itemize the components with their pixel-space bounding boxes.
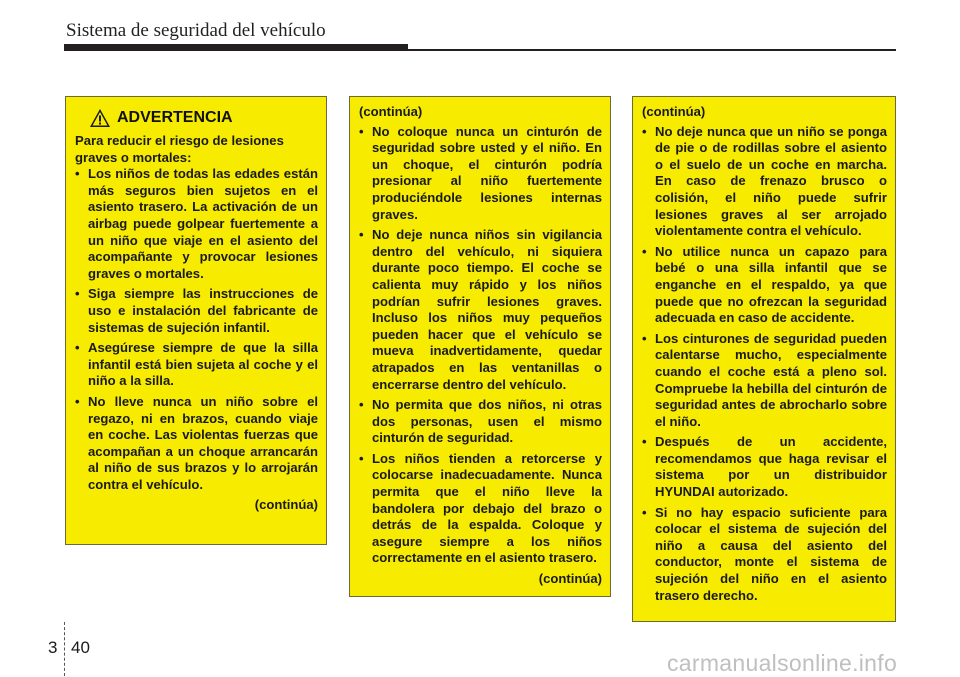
list-item: • Después de un accidente, recomendamos que haga revisar el sistema por un distribuidor HYUNDAI autorizado. [642, 434, 887, 500]
list-item: • Si no hay espacio suficiente para colocar el sistema de sujeción del niño a causa del asiento del conductor, monte el sistema de sujeción del niño en el asiento trasero derecho. [642, 504, 887, 603]
section-title: Sistema de seguridad del vehículo [66, 20, 326, 41]
page-number: 40 [71, 638, 90, 657]
list-item: • No deje nunca niños sin vigilancia dentro del vehículo, ni siquiera durante poco tiempo. El coche se calienta muy rápido y los niños podrían sufrir lesiones graves. Incluso los niños muy pequeños pueden hacer que el vehículo se mueva inadvertidamente, quedar atrapados en las ventanillas o encerrarse dentro del vehículo. [359, 227, 602, 392]
header-rule-thick [64, 44, 408, 51]
warning-heading [89, 108, 318, 128]
list-item: • No permita que dos niños, ni otras dos personas, usen el mismo cinturón de seguridad. [359, 397, 602, 446]
continued-label: (continúa) [359, 104, 423, 119]
list-item: • Siga siempre las instrucciones de uso e instalación del fabricante de sistemas de sujeción infantil. [75, 286, 318, 335]
chapter-number: 3 [48, 638, 58, 657]
list-item: • Los cinturones de seguridad pueden calentarse mucho, especialmente cuando el coche está a pleno sol. Compruebe la hebilla del cinturón de seguridad antes de abrocharlo sobre el niño. [642, 330, 887, 429]
list-item: • No lleve nunca un niño sobre el regazo, ni en brazos, cuando viaje en coche. Las violentas fuerzas que acompañan a un choque arrancarán al niño de sus brazos y lo arrojarán contra el vehículo. [75, 393, 318, 492]
continues-label: (continúa) [254, 497, 318, 513]
list-item: • No utilice nunca un capazo para bebé o una silla infantil que se enganche en el respaldo, ya que puede que no ofrezcan la seguridad adecuada en caso de accidente. [642, 243, 887, 326]
list-item: • No deje nunca que un niño se ponga de pie o de rodillas sobre el asiento o el suelo de un coche en marcha. En caso de frenazo brusco o colisión, el niño puede sufrir lesiones graves al ser arrojado violentamente contra el vehículo. [642, 123, 887, 239]
warning-box-2 [349, 96, 611, 597]
warning-list [75, 166, 318, 493]
warning-list [359, 124, 602, 567]
warning-triangle-icon [89, 108, 111, 128]
warning-box-3 [632, 96, 896, 622]
watermark: carmanualsonline.info [667, 650, 898, 676]
list-item: • No coloque nunca un cinturón de seguridad sobre usted y el niño. En un choque, el cinturón podría presionar al niño fuertemente produciéndole lesiones internas graves. [359, 123, 602, 222]
header-rule-thin [408, 49, 896, 51]
footer-divider [64, 622, 65, 676]
warning-title: ADVERTENCIA [117, 108, 233, 126]
warning-intro: Para reducir el riesgo de lesiones graves o mortales: [75, 133, 284, 165]
warning-list [642, 124, 887, 605]
warning-box-1 [65, 96, 327, 545]
list-item: • Los niños tienden a retorcerse y colocarse inadecuadamente. Nunca permita que el niño lleve la bandolera por debajo del brazo o detrás de la espalda. Coloque y asegure siempre a los niños correctamente en el asiento trasero. [359, 450, 602, 566]
continues-label: (continúa) [538, 571, 602, 587]
list-item: • Los niños de todas las edades están más seguros bien sujetos en el asiento trasero. La activación de un airbag puede golpear fuertemente a un niño que viaje en el asiento del acompañante y provocar lesiones graves o mortales. [75, 166, 318, 281]
continued-label: (continúa) [642, 104, 706, 119]
list-item: • Asegúrese siempre de que la silla infantil está bien sujeta al coche y el niño a la silla. [75, 340, 318, 389]
